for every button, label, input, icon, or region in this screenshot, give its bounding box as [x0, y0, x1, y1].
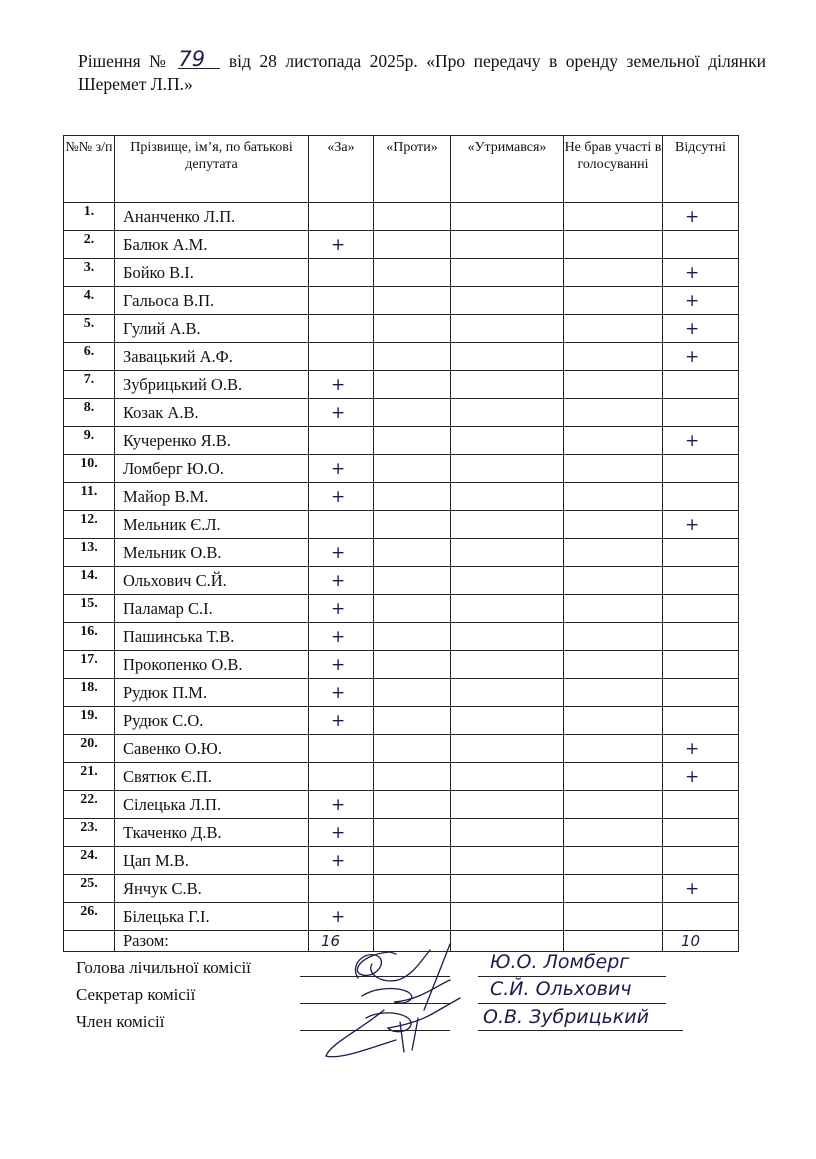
row-number: 15.: [64, 595, 115, 623]
row-number: 24.: [64, 847, 115, 875]
deputy-name: Ткаченко Д.В.: [115, 819, 309, 847]
deputy-name: Білецька Г.І.: [115, 903, 309, 931]
vote-cell-za: +: [309, 483, 374, 511]
deputy-name: Савенко О.Ю.: [115, 735, 309, 763]
row-number: 11.: [64, 483, 115, 511]
total-label: Разом:: [115, 931, 309, 952]
row-number: 10.: [64, 455, 115, 483]
name-line-secretary: [478, 1003, 666, 1004]
row-number: 8.: [64, 399, 115, 427]
row-number: 21.: [64, 763, 115, 791]
vote-cell-za: +: [309, 595, 374, 623]
deputy-name: Сілецька Л.П.: [115, 791, 309, 819]
signature-role-chair: Голова лічильної комісії: [76, 958, 251, 977]
row-number: 9.: [64, 427, 115, 455]
deputy-name: Балюк А.М.: [115, 231, 309, 259]
name-line-member: [478, 1030, 683, 1031]
deputy-name: Гулий А.В.: [115, 315, 309, 343]
row-number: 17.: [64, 651, 115, 679]
row-number: 6.: [64, 343, 115, 371]
signature-scrawl-image: [300, 940, 475, 1065]
row-number: 14.: [64, 567, 115, 595]
row-number: 25.: [64, 875, 115, 903]
row-number: 2.: [64, 231, 115, 259]
vote-cell-vidsutni: +: [663, 287, 739, 315]
row-number: 4.: [64, 287, 115, 315]
deputy-name: Завацький А.Ф.: [115, 343, 309, 371]
row-number: 12.: [64, 511, 115, 539]
row-number: 18.: [64, 679, 115, 707]
row-number: 16.: [64, 623, 115, 651]
vote-cell-za: +: [309, 455, 374, 483]
deputy-name: Кучеренко Я.В.: [115, 427, 309, 455]
handwritten-name-chair: Ю.О. Ломберг: [490, 951, 630, 973]
row-number: 3.: [64, 259, 115, 287]
vote-cell-za: +: [309, 903, 374, 931]
header-vidsutni: Відсутні: [663, 136, 739, 203]
deputy-name: Майор В.М.: [115, 483, 309, 511]
vote-cell-vidsutni: +: [663, 259, 739, 287]
vote-cell-za: +: [309, 819, 374, 847]
deputy-name: Гальоса В.П.: [115, 287, 309, 315]
deputy-name: Рудюк П.М.: [115, 679, 309, 707]
row-number: 7.: [64, 371, 115, 399]
vote-cell-za: +: [309, 707, 374, 735]
vote-cell-za: +: [309, 847, 374, 875]
deputy-name: Козак А.В.: [115, 399, 309, 427]
row-number: 26.: [64, 903, 115, 931]
heading-prefix: Рішення №: [78, 51, 170, 71]
handwritten-name-secretary: С.Й. Ольхович: [490, 978, 632, 1000]
header-num: №№ з/п: [64, 136, 115, 203]
row-number: 5.: [64, 315, 115, 343]
vote-cell-za: +: [309, 399, 374, 427]
row-number: 23.: [64, 819, 115, 847]
decision-number: 79: [178, 50, 220, 69]
total-vidsutni: 10: [663, 931, 739, 952]
vote-cell-vidsutni: +: [663, 875, 739, 903]
signature-role-member: Член комісії: [76, 1012, 165, 1031]
vote-cell-vidsutni: +: [663, 315, 739, 343]
deputy-name: Пашинська Т.В.: [115, 623, 309, 651]
header-ne-brav: Не брав участі в голосуванні: [564, 136, 663, 203]
vote-cell-za: +: [309, 231, 374, 259]
vote-cell-vidsutni: +: [663, 203, 739, 231]
row-number: 19.: [64, 707, 115, 735]
header-utrymavsia: «Утримався»: [451, 136, 564, 203]
deputy-name: Ольхович С.Й.: [115, 567, 309, 595]
deputy-name: Прокопенко О.В.: [115, 651, 309, 679]
vote-cell-vidsutni: +: [663, 511, 739, 539]
vote-cell-vidsutni: +: [663, 763, 739, 791]
vote-cell-za: +: [309, 651, 374, 679]
handwritten-name-member: О.В. Зубрицький: [483, 1006, 649, 1028]
signature-role-secretary: Секретар комісії: [76, 985, 196, 1004]
vote-cell-za: +: [309, 623, 374, 651]
deputy-name: Зубрицький О.В.: [115, 371, 309, 399]
heading-title: від 28 листопада 2025р. «Про передачу в оренду земельної ділянки Шеремет Л.П.»: [78, 51, 766, 94]
total-za: 16: [309, 931, 374, 952]
deputy-name: Рудюк С.О.: [115, 707, 309, 735]
deputy-name: Цап М.В.: [115, 847, 309, 875]
row-number: 20.: [64, 735, 115, 763]
header-za: «За»: [309, 136, 374, 203]
deputy-name: Янчук С.В.: [115, 875, 309, 903]
deputy-name: Ломберг Ю.О.: [115, 455, 309, 483]
row-number: 22.: [64, 791, 115, 819]
vote-cell-za: +: [309, 539, 374, 567]
name-line-chair: [478, 976, 666, 977]
deputy-name: Бойко В.І.: [115, 259, 309, 287]
header-proty: «Проти»: [374, 136, 451, 203]
deputy-name: Ананченко Л.П.: [115, 203, 309, 231]
vote-cell-vidsutni: +: [663, 343, 739, 371]
vote-cell-za: +: [309, 791, 374, 819]
deputy-name: Мельник Є.Л.: [115, 511, 309, 539]
deputy-name: Святюк Є.П.: [115, 763, 309, 791]
deputy-name: Мельник О.В.: [115, 539, 309, 567]
vote-cell-vidsutni: +: [663, 427, 739, 455]
vote-cell-za: +: [309, 567, 374, 595]
vote-cell-za: +: [309, 679, 374, 707]
row-number: 13.: [64, 539, 115, 567]
deputy-name: Паламар С.І.: [115, 595, 309, 623]
vote-cell-za: +: [309, 371, 374, 399]
header-name: Прізвище, ім’я, по батькові депутата: [115, 136, 309, 203]
vote-cell-vidsutni: +: [663, 735, 739, 763]
row-number: 1.: [64, 203, 115, 231]
